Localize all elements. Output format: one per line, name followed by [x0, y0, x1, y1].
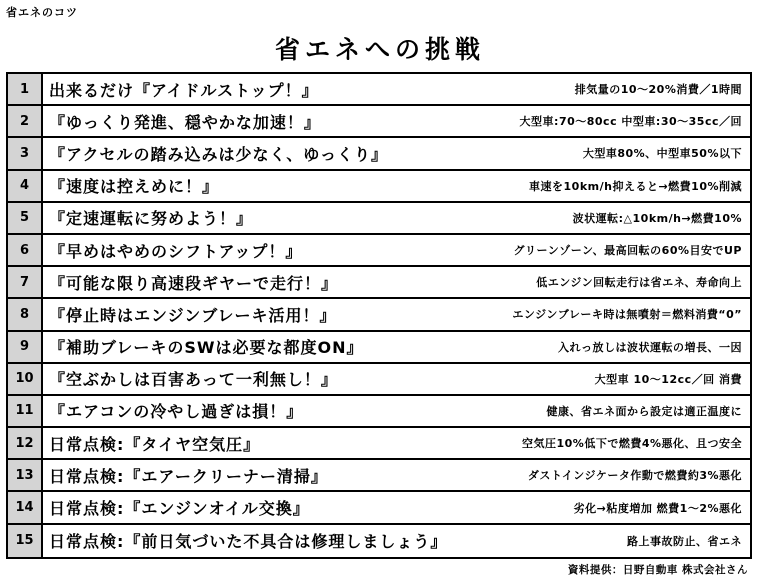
row-note: 路上事故防止、省エネ: [627, 534, 742, 548]
row-note: 大型車80%、中型車50%以下: [582, 147, 742, 161]
table-row: [8, 525, 750, 557]
table-row: [8, 138, 750, 170]
row-note: 車速を10km/h抑えると→燃費10%削減: [529, 179, 742, 193]
row-content: [43, 396, 750, 426]
row-number: 4: [8, 171, 43, 201]
table-row: [8, 74, 750, 106]
row-note: 空気圧10%低下で燃費4%悪化、且つ安全: [521, 437, 742, 451]
row-main-text: 日常点検:『エアークリーナー清掃』: [49, 466, 328, 486]
row-content: [43, 203, 750, 233]
table-row: [8, 396, 750, 428]
row-note: 低エンジン回転走行は省エネ、寿命向上: [536, 276, 742, 290]
row-note: ダストインジケータ作動で燃費約3%悪化: [527, 469, 742, 483]
tips-table: [6, 72, 752, 559]
table-row: [8, 171, 750, 203]
table-row: [8, 492, 750, 524]
row-content: [43, 267, 750, 297]
row-number: 8: [8, 299, 43, 329]
row-main-text: 『可能な限り高速段ギヤーで走行！』: [49, 273, 339, 293]
row-content: [43, 138, 750, 168]
table-row: [8, 332, 750, 364]
row-number: 7: [8, 267, 43, 297]
row-main-text: 日常点検:『タイヤ空気圧』: [49, 434, 261, 454]
row-number: 14: [8, 492, 43, 522]
row-content: [43, 74, 750, 104]
row-number: 15: [8, 525, 43, 557]
table-row: [8, 428, 750, 460]
table-row: [8, 203, 750, 235]
row-main-text: 『早めはやめのシフトアップ！』: [49, 241, 303, 261]
row-main-text: 『速度は控えめに！』: [49, 177, 220, 197]
row-content: [43, 364, 750, 394]
row-number: 11: [8, 396, 43, 426]
row-main-text: 『停止時はエンジンブレーキ活用！』: [49, 305, 337, 325]
row-note: 波状運転:△10km/h→燃費10%: [572, 211, 742, 225]
row-main-text: 日常点検:『エンジンオイル交換』: [49, 499, 310, 519]
row-note: 健康、省エネ面から設定は適正温度に: [546, 404, 742, 418]
header-label: 省エネのコツ: [6, 6, 78, 19]
row-content: [43, 460, 750, 490]
row-main-text: 日常点検:『前日気づいた不具合は修理しましょう』: [49, 532, 448, 552]
row-content: [43, 299, 750, 329]
row-number: 10: [8, 364, 43, 394]
row-content: [43, 525, 750, 557]
row-content: [43, 235, 750, 265]
row-main-text: 『ゆっくり発進、穏やかな加速！』: [49, 112, 321, 132]
row-number: 13: [8, 460, 43, 490]
row-content: [43, 171, 750, 201]
row-main-text: 『アクセルの踏み込みは少なく、ゆっくり』: [49, 144, 389, 164]
page-title: 省エネへの挑戦: [274, 35, 485, 64]
row-main-text: 『補助ブレーキのSWは必要な都度ON』: [49, 338, 364, 358]
row-number: 12: [8, 428, 43, 458]
source-credit: 資料提供：日野自動車 株式会社さん: [567, 564, 748, 576]
row-note: グリーンゾーン、最高回転の60%目安でUP: [513, 244, 742, 258]
row-content: [43, 332, 750, 362]
row-main-text: 『エアコンの冷やし過ぎは損！』: [49, 402, 304, 422]
table-row: [8, 235, 750, 267]
table-row: [8, 460, 750, 492]
row-note: エンジンブレーキ時は無噴射＝燃料消費“0”: [512, 308, 742, 322]
row-number: 9: [8, 332, 43, 362]
row-number: 2: [8, 106, 43, 136]
row-note: 排気量の10～20%消費／1時間: [574, 83, 742, 97]
row-content: [43, 428, 750, 458]
row-number: 1: [8, 74, 43, 104]
row-main-text: 『空ぶかしは百害あって一利無し！』: [49, 370, 338, 390]
row-note: 大型車:70～80cc 中型車:30～35cc／回: [519, 115, 742, 129]
table-row: [8, 364, 750, 396]
row-note: 劣化→粘度増加 燃費1～2%悪化: [573, 501, 742, 515]
row-number: 3: [8, 138, 43, 168]
row-main-text: 出来るだけ『アイドルストップ！』: [49, 80, 319, 100]
row-note: 大型車 10～12cc／回 消費: [594, 372, 742, 386]
row-content: [43, 492, 750, 522]
table-row: [8, 106, 750, 138]
table-row: [8, 267, 750, 299]
row-number: 6: [8, 235, 43, 265]
table-row: [8, 299, 750, 331]
row-content: [43, 106, 750, 136]
row-note: 入れっ放しは波状運転の増長、一因: [558, 340, 742, 354]
row-main-text: 『定速運転に努めよう！』: [49, 209, 254, 229]
row-number: 5: [8, 203, 43, 233]
